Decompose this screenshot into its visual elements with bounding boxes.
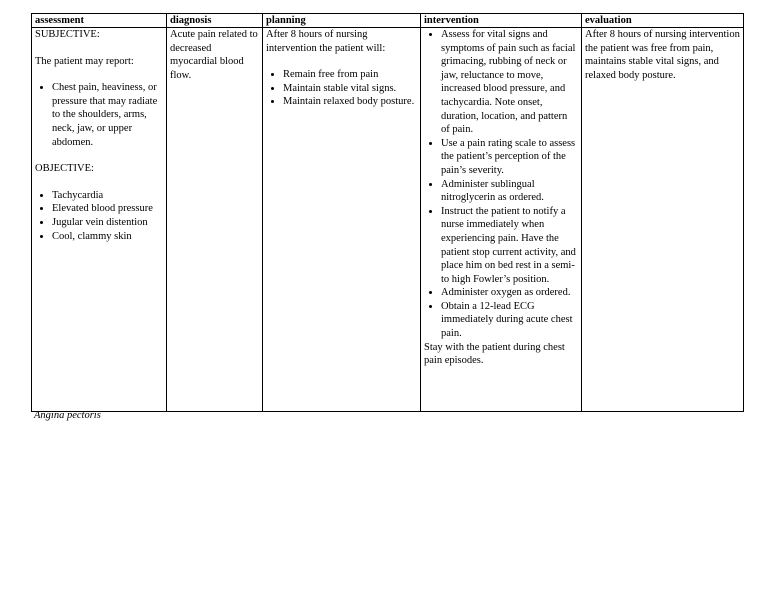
list-item: • Tachycardia	[52, 189, 163, 203]
content-row	[32, 28, 744, 412]
list-item: • Maintain stable vital signs.	[283, 82, 417, 96]
list-item: • Administer sublingual nitroglycerin as ordered.	[441, 178, 578, 205]
list-item: • Obtain a 12-lead ECG immediately during acute chest pain.	[441, 300, 578, 341]
table-caption: Angina pectoris	[34, 410, 101, 421]
list-item: • Cool, clammy skin	[52, 230, 163, 244]
header-evaluation: evaluation	[582, 14, 744, 28]
evaluation-text: After 8 hours of nursing intervention the patient was free from pain, maintains stable vital signs, and relaxed body posture.	[585, 29, 740, 81]
header-diagnosis: diagnosis	[167, 14, 263, 28]
list-item: • Administer oxygen as ordered.	[441, 286, 578, 300]
assessment-cell	[32, 28, 167, 412]
list-item: • Chest pain, heaviness, or pressure that may radiate to the shoulders, arms, neck, jaw, or upper abdomen.	[52, 81, 163, 149]
list-item: • Assess for vital signs and symptoms of pain such as facial grimacing, rubbing of neck or jaw, reluctance to move, increased blood pressure, and tachycardia. Note onset, duration, location, and pattern of pain.	[441, 28, 578, 137]
planning-cell	[263, 28, 421, 412]
report-intro: The patient may report:	[35, 55, 134, 67]
list-item: • Maintain relaxed body posture.	[283, 95, 417, 109]
planning-list	[266, 68, 417, 109]
intervention-cell	[421, 28, 582, 412]
header-planning: planning	[263, 14, 421, 28]
diagnosis-text: Acute pain related to decreased myocardial blood flow.	[170, 29, 258, 81]
header-intervention: intervention	[421, 14, 582, 28]
list-item: • Elevated blood pressure	[52, 202, 163, 216]
evaluation-cell	[582, 28, 744, 412]
nursing-care-plan-table	[31, 13, 744, 412]
subjective-heading: SUBJECTIVE:	[35, 29, 100, 40]
header-assessment: assessment	[32, 14, 167, 28]
diagnosis-cell	[167, 28, 263, 412]
list-item: • Instruct the patient to notify a nurse immediately when experiencing pain. Have the patient stop current activity, and place him on bed rest in a semi- to high Fowler’s position.	[441, 205, 578, 287]
list-item: • Remain free from pain	[283, 68, 417, 82]
header-row	[32, 14, 744, 28]
subjective-list	[35, 81, 163, 149]
list-item: • Jugular vein distention	[52, 216, 163, 230]
list-item: • Use a pain rating scale to assess the patient’s perception of the pain’s severity.	[441, 137, 578, 178]
intervention-list	[424, 28, 578, 341]
objective-list	[35, 189, 163, 243]
objective-heading: OBJECTIVE:	[35, 163, 94, 175]
intervention-closing: Stay with the patient during chest pain episodes.	[424, 341, 565, 367]
planning-intro: After 8 hours of nursing intervention the patient will:	[266, 29, 386, 54]
